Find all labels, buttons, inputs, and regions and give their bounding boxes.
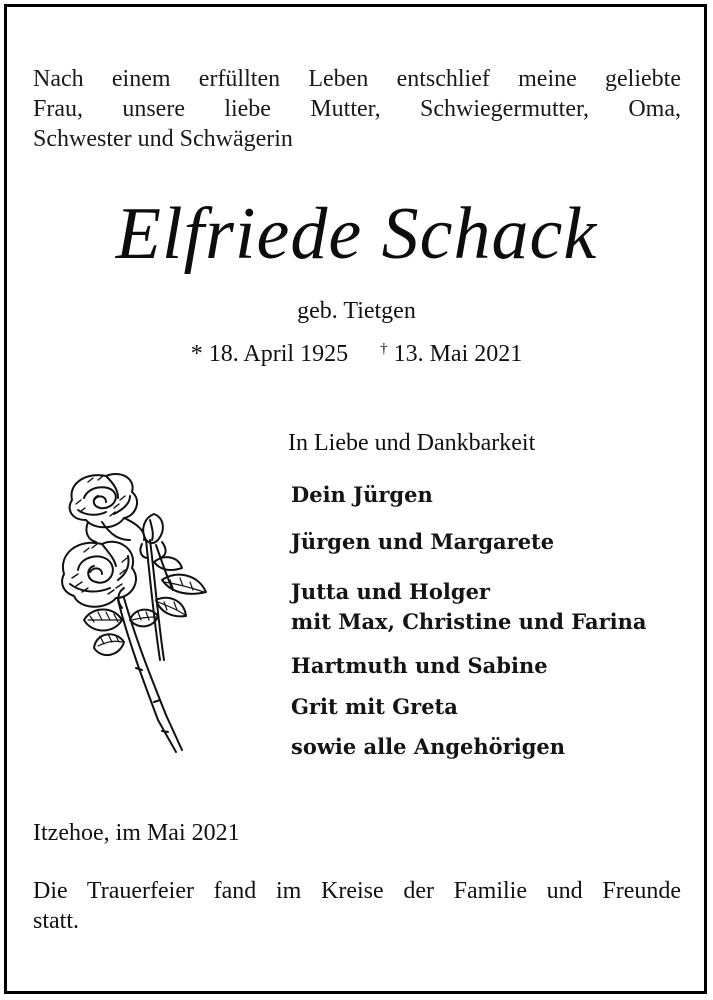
maiden-name: geb. Tietgen (297, 298, 416, 324)
mourner-1: Dein Jürgen (291, 482, 433, 507)
service-line-1: Die Trauerfeier fand im Kreise der Familie und Freunde (33, 878, 681, 904)
mourner-4: mit Max, Christine und Farina (291, 609, 647, 634)
born-symbol: * (190, 341, 203, 367)
died-symbol: † (380, 341, 388, 357)
mourner-6: Grit mit Greta (291, 694, 458, 719)
mourner-7: sowie alle Angehörigen (291, 734, 566, 759)
intro-line-1: Nach einem erfüllten Leben entschlief meine geliebte (33, 66, 681, 92)
deceased-name: Elfriede Schack (115, 193, 598, 275)
death-date: 13. Mai 2021 (393, 341, 523, 367)
intro-text (33, 64, 681, 154)
mourner-3: Jutta und Holger (291, 579, 490, 604)
intro-line-3: Schwester und Schwägerin (33, 126, 293, 152)
birth-date: 18. April 1925 (208, 341, 349, 367)
thanks-line: In Liebe und Dankbarkeit (288, 430, 536, 456)
service-line-2: statt. (33, 908, 79, 934)
rose-illustration-icon (58, 470, 218, 760)
intro-line-2: Frau, unsere liebe Mutter, Schwiegermutter, Oma, (33, 96, 681, 122)
place-date: Itzehoe, im Mai 2021 (33, 820, 240, 846)
mourner-5: Hartmuth und Sabine (291, 653, 548, 678)
life-dates (0, 334, 713, 369)
service-note (33, 876, 681, 936)
mourner-2: Jürgen und Margarete (291, 529, 555, 554)
